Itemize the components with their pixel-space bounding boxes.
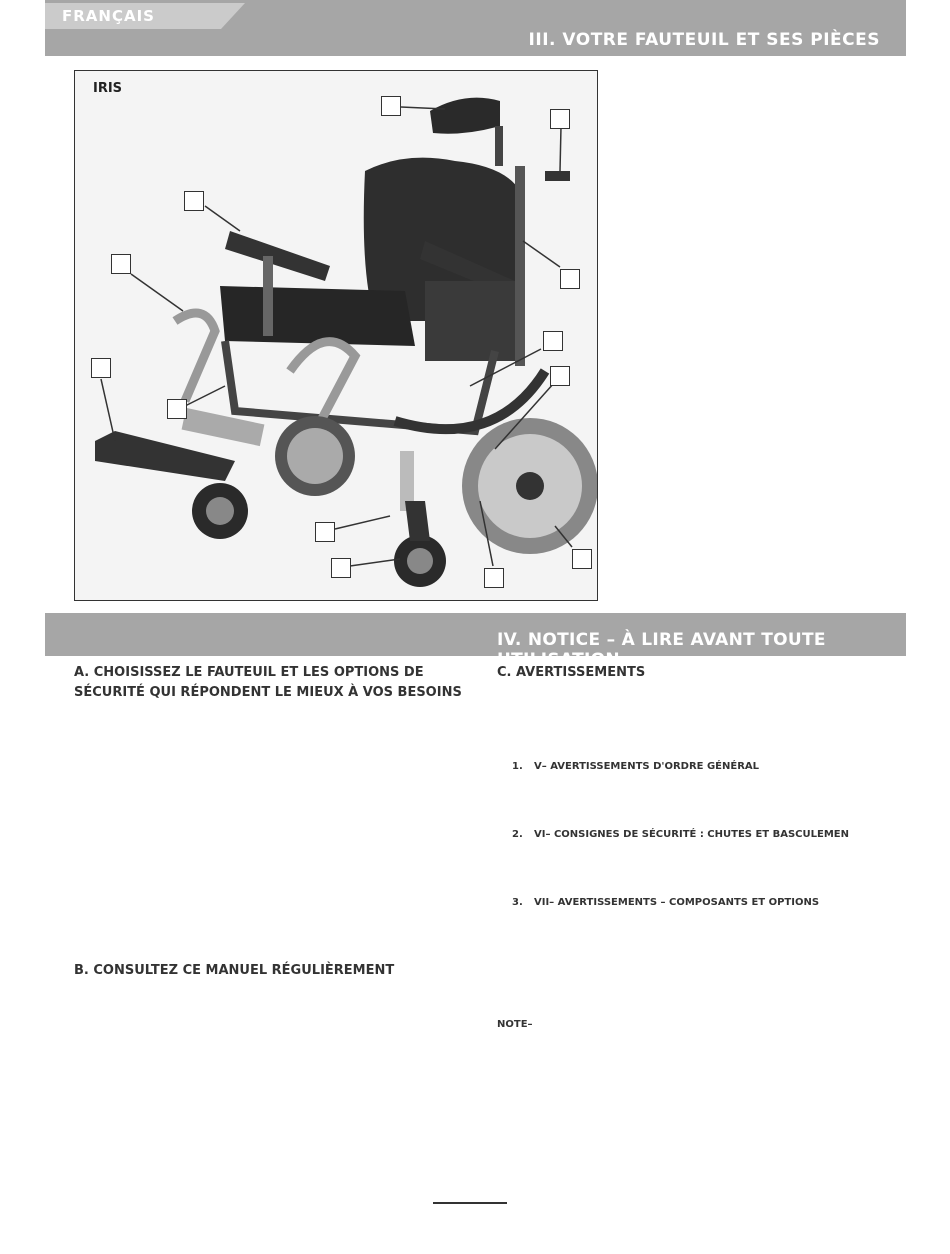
warning-number: 1. <box>512 761 523 772</box>
heading-a-line1: A. CHOISISSEZ LE FAUTEUIL ET LES OPTIONS DE <box>74 665 424 680</box>
callout-box <box>111 254 131 274</box>
callout-box <box>550 109 570 129</box>
callout-box <box>543 331 563 351</box>
callout-box <box>91 358 111 378</box>
callout-box <box>184 191 204 211</box>
section-iv-title: IV. NOTICE – À LIRE AVANT TOUTE UTILISATION <box>497 630 826 670</box>
callout-box <box>572 549 592 569</box>
warning-text: VI– CONSIGNES DE SÉCURITÉ : CHUTES ET BASCULEMEN <box>534 829 849 840</box>
warning-number: 3. <box>512 897 523 908</box>
wheelchair-figure <box>74 70 598 601</box>
callout-box <box>560 269 580 289</box>
warning-number: 2. <box>512 829 523 840</box>
callout-box <box>331 558 351 578</box>
heading-c: C. AVERTISSEMENTS <box>497 665 646 680</box>
footer-divider <box>433 1202 507 1204</box>
heading-a-line2: SÉCURITÉ QUI RÉPONDENT LE MIEUX À VOS BESOINS <box>74 685 462 700</box>
section-title: III. VOTRE FAUTEUIL ET SES PIÈCES <box>528 30 880 50</box>
callout-box <box>167 399 187 419</box>
callout-box <box>315 522 335 542</box>
heading-b: B. CONSULTEZ CE MANUEL RÉGULIÈREMENT <box>74 963 395 978</box>
warning-text: VII– AVERTISSEMENTS – COMPOSANTS ET OPTIONS <box>534 897 820 908</box>
warning-item <box>512 897 819 908</box>
warning-text: V– AVERTISSEMENTS D'ORDRE GÉNÉRAL <box>534 761 760 772</box>
warning-item <box>512 761 759 772</box>
heading-a <box>74 663 462 703</box>
wheelchair-illustration <box>75 71 597 600</box>
model-label: IRIS <box>93 81 123 96</box>
callout-box <box>381 96 401 116</box>
callout-box <box>484 568 504 588</box>
callout-box <box>550 366 570 386</box>
warning-item <box>512 829 849 840</box>
note-label: NOTE– <box>497 1019 533 1030</box>
language-label: FRANÇAIS <box>62 7 155 25</box>
